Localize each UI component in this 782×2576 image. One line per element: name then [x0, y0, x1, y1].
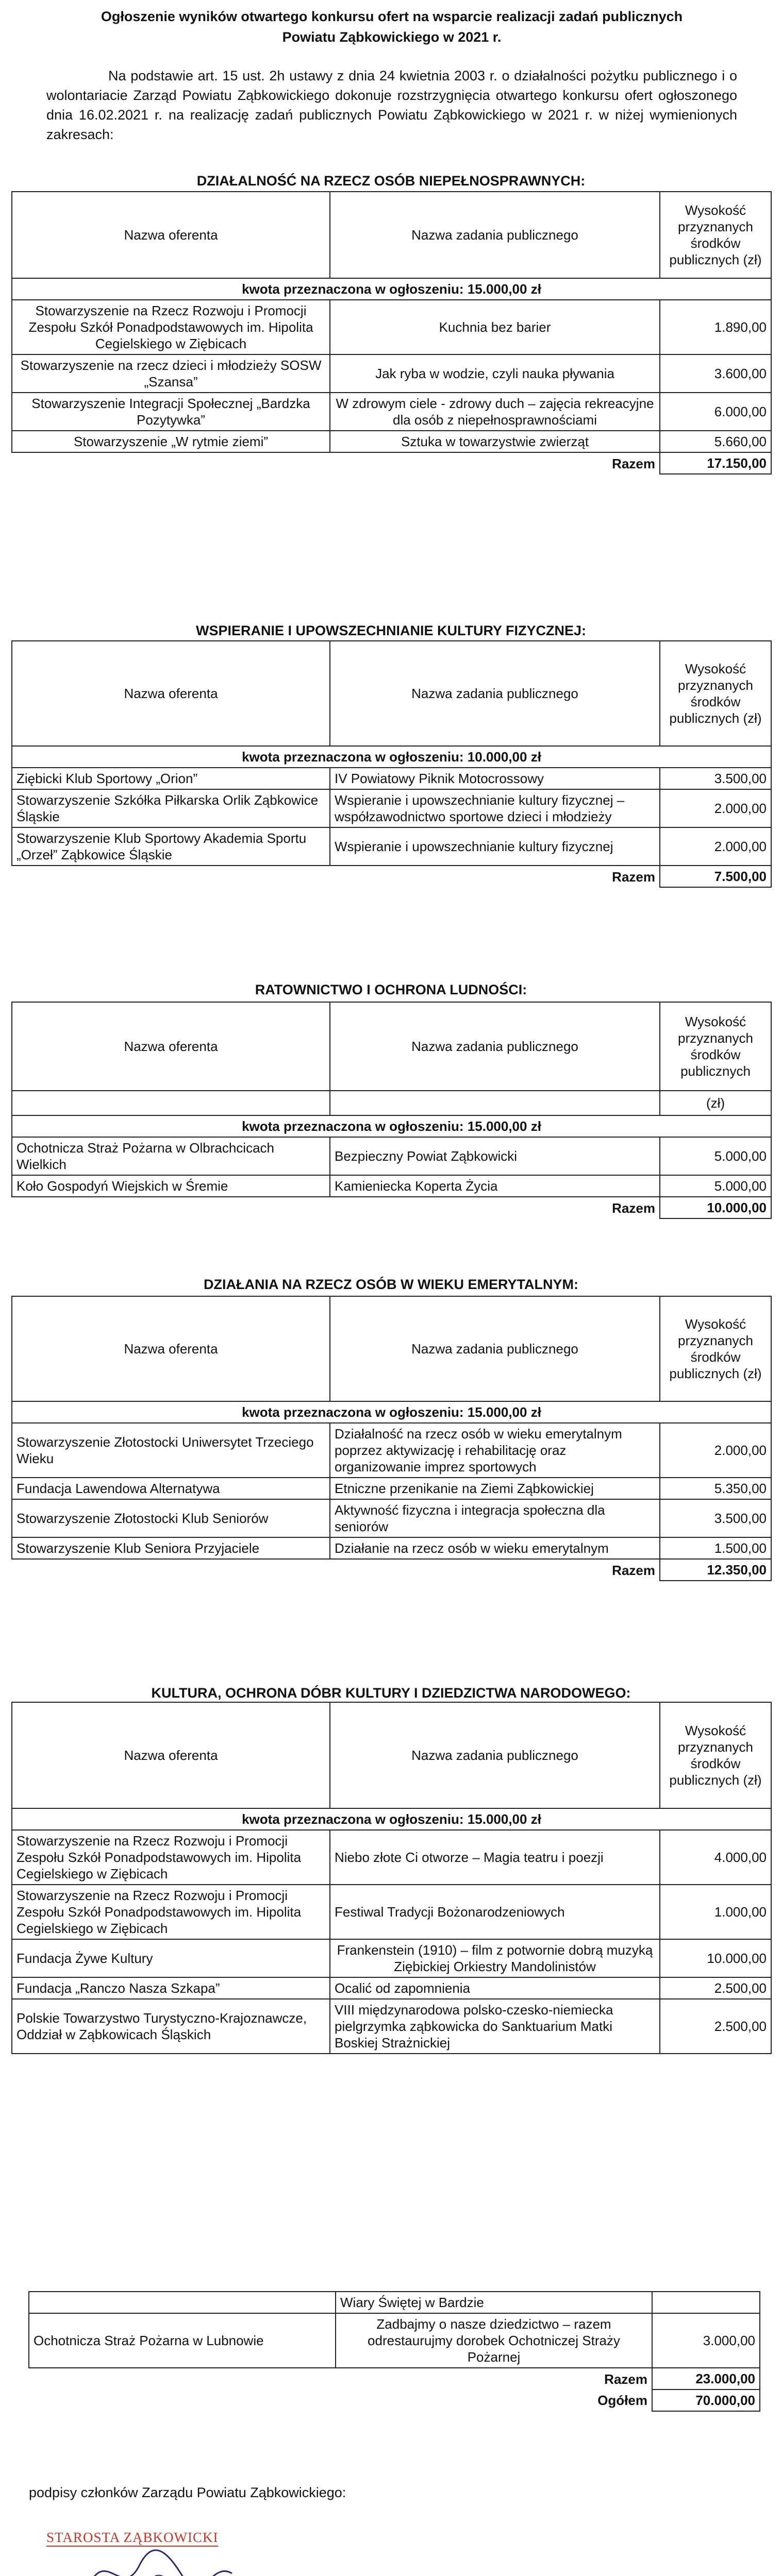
sum-label: Razem	[612, 455, 655, 471]
table-row	[12, 1939, 771, 1977]
header-amount: Wysokość przyznanych środków publicznych (zł)	[660, 1296, 771, 1401]
header-org: Nazwa oferenta	[12, 192, 330, 278]
table-row	[12, 768, 771, 789]
task-cell: W zdrowym ciele - zdrowy duch – zajęcia rekreacyjne dla osób z niepełnosprawnościami	[330, 393, 660, 431]
task-cell: Wiary Świętej w Bardzie	[336, 2292, 652, 2313]
header-task: Nazwa zadania publicznego	[330, 1002, 660, 1091]
task-cell: Frankenstein (1910) – film z potwornie dobrą muzyką Ziębickiej Orkiestry Mandolinistów	[330, 1939, 660, 1977]
table-row	[12, 1499, 771, 1537]
empty-cell	[652, 2292, 760, 2313]
org-cell: Ziębicki Klub Sportowy „Orion”	[12, 768, 330, 789]
document-title	[46, 6, 737, 47]
task-cell: Bezpieczny Powiat Ząbkowicki	[330, 1137, 660, 1175]
org-cell: Stowarzyszenie Integracji Społecznej „Bardzka Pozytywka”	[12, 393, 330, 431]
task-cell: Działalność na rzecz osób w wieku emerytalnym poprzez aktywizację i rehabilitację oraz organizowanie imprez sportowych	[330, 1423, 660, 1478]
org-cell: Stowarzyszenie „W rytmie ziemi”	[12, 431, 330, 452]
amount-cell: 1.500,00	[660, 1537, 771, 1559]
org-cell: Fundacja Żywe Kultury	[12, 1939, 330, 1977]
table-row	[12, 1830, 771, 1885]
table-header-row	[12, 1296, 771, 1401]
amount-cell: 5.350,00	[660, 1478, 771, 1499]
title-line-2: Powiatu Ząbkowickiego w 2021 r.	[282, 29, 502, 45]
table-row	[12, 1175, 771, 1197]
amount-cell: 4.000,00	[660, 1830, 771, 1885]
table-row	[12, 827, 771, 866]
sum-label: Razem	[604, 2371, 647, 2387]
amount-cell: 3.000,00	[652, 2313, 760, 2368]
org-cell: Stowarzyszenie na rzecz dzieci i młodzieży SOSW „Szansa”	[12, 354, 330, 393]
task-cell: Niebo złote Ci otworze – Magia teatru i poezji	[330, 1830, 660, 1885]
header-org: Nazwa oferenta	[12, 1702, 330, 1808]
table-header-row	[12, 641, 771, 746]
header-task: Nazwa zadania publicznego	[330, 192, 660, 278]
table-row	[12, 1423, 771, 1478]
signatures-label: podpisy członków Zarządu Powiatu Ząbkowickiego:	[29, 2485, 346, 2500]
task-cell: Zadbajmy o nasze dziedzictwo – razem odrestaurujmy dorobek Ochotniczej Straży Pożarnej	[336, 2313, 652, 2368]
header-task: Nazwa zadania publicznego	[330, 641, 660, 746]
section-heading-disability: DZIAŁALNOŚĆ NA RZECZ OSÓB NIEPEŁNOSPRAWNYCH:	[196, 173, 586, 189]
header-org: Nazwa oferenta	[12, 1296, 330, 1401]
header-amount: Wysokość przyznanych środków publicznych (zł)	[660, 1702, 771, 1808]
sum-row	[12, 1197, 771, 1218]
org-cell: Stowarzyszenie Złotostocki Uniwersytet Trzeciego Wieku	[12, 1423, 330, 1478]
table-culture-continued	[28, 2291, 760, 2412]
empty-cell	[12, 1091, 330, 1115]
amount-cell: 6.000,00	[660, 393, 771, 431]
sum-label: Razem	[612, 1562, 655, 1578]
stamp-starosta: STAROSTA ZĄBKOWICKI	[46, 2530, 218, 2547]
task-cell: Działanie na rzecz osób w wieku emerytalnym	[330, 1537, 660, 1559]
unit-cell: (zł)	[660, 1091, 771, 1115]
header-org: Nazwa oferenta	[12, 641, 330, 746]
task-cell: IV Powiatowy Piknik Motocrossowy	[330, 768, 660, 789]
org-cell: Stowarzyszenie Szkółka Piłkarska Orlik Ząbkowice Śląskie	[12, 789, 330, 827]
amount-cell: 5.000,00	[660, 1137, 771, 1175]
task-cell: Kuchnia bez barier	[330, 300, 660, 354]
total-row	[29, 2389, 760, 2411]
sum-value: 12.350,00	[660, 1559, 771, 1581]
header-org: Nazwa oferenta	[12, 1002, 330, 1091]
section-heading-rescue: RATOWNICTWO I OCHRONA LUDNOŚCI:	[255, 982, 527, 997]
header-task: Nazwa zadania publicznego	[330, 1296, 660, 1401]
amount-cell: 2.000,00	[660, 827, 771, 866]
table-header-row	[12, 192, 771, 278]
table-row	[12, 1999, 771, 2054]
table-row	[12, 393, 771, 431]
sum-row	[12, 1559, 771, 1581]
amount-cell: 3.600,00	[660, 354, 771, 393]
org-cell: Ochotnicza Straż Pożarna w Lubnowie	[29, 2313, 336, 2368]
table-row	[12, 1977, 771, 1999]
sum-label: Razem	[612, 869, 655, 885]
table-row	[12, 1537, 771, 1559]
sum-value: 10.000,00	[660, 1197, 771, 1218]
total-value: 70.000,00	[652, 2389, 760, 2411]
org-cell: Stowarzyszenie Klub Sportowy Akademia Sportu „Orzeł” Ząbkowice Śląskie	[12, 827, 330, 866]
org-cell: Stowarzyszenie Klub Seniora Przyjaciele	[12, 1537, 330, 1559]
section-heading-seniors: DZIAŁANIA NA RZECZ OSÓB W WIEKU EMERYTALNYM:	[204, 1277, 578, 1292]
task-cell: Aktywność fizyczna i integracja społeczna dla seniorów	[330, 1499, 660, 1537]
task-cell: Jak ryba w wodzie, czyli nauka pływania	[330, 354, 660, 393]
org-cell: Stowarzyszenie na Rzecz Rozwoju i Promocji Zespołu Szkół Ponadpodstawowych im. Hipolita Cegielskiego w Ziębicach	[12, 300, 330, 354]
section-heading-sport: WSPIERANIE I UPOWSZECHNIANIE KULTURY FIZYCZNEJ:	[195, 623, 587, 638]
org-cell: Koło Gospodyń Wiejskich w Śremie	[12, 1175, 330, 1197]
header-task: Nazwa zadania publicznego	[330, 1702, 660, 1808]
amount-cell: 2.500,00	[660, 1977, 771, 1999]
intro-text: Na podstawie art. 15 ust. 2h ustawy z dnia 24 kwietnia 2003 r. o działalności pożytku publicznego i o wolontariacie Zarząd Powiatu Ząbkowickiego dokonuje rozstrzygnięcia otwartego konkursu ofert ogłoszonego dnia 16.02.2021 r. na realizację zadań publicznych Powiatu Ząbkowickiego w 2021 r. w niżej wymienionych zakresach:	[46, 68, 737, 142]
kwota-text: kwota przeznaczona w ogłoszeniu: 10.000,00 zł	[12, 746, 771, 768]
total-label: Ogółem	[597, 2393, 647, 2408]
table-row-continued	[29, 2292, 760, 2313]
kwota-row	[12, 746, 771, 768]
kwota-row	[12, 1808, 771, 1830]
table-disability	[11, 191, 772, 474]
empty-cell	[330, 1091, 660, 1115]
table-header-row	[12, 1002, 771, 1091]
amount-cell: 3.500,00	[660, 768, 771, 789]
table-row	[29, 2313, 760, 2368]
sum-row	[12, 866, 771, 887]
org-cell: Ochotnicza Straż Pożarna w Olbrachcicach Wielkich	[12, 1137, 330, 1175]
table-culture	[11, 1702, 772, 2054]
amount-cell: 5.660,00	[660, 431, 771, 452]
table-row-unit	[12, 1091, 771, 1115]
table-sport	[11, 640, 772, 888]
kwota-text: kwota przeznaczona w ogłoszeniu: 15.000,00 zł	[12, 1115, 771, 1137]
kwota-text: kwota przeznaczona w ogłoszeniu: 15.000,00 zł	[12, 278, 771, 300]
amount-cell: 2.000,00	[660, 789, 771, 827]
org-cell: Stowarzyszenie na Rzecz Rozwoju i Promocji Zespołu Szkół Ponadpodstawowych im. Hipolita Cegielskiego w Ziębicach	[12, 1830, 330, 1885]
table-row	[12, 789, 771, 827]
signature-stamps	[15, 2524, 335, 2576]
org-cell: Fundacja Lawendowa Alternatywa	[12, 1478, 330, 1499]
kwota-row	[12, 1401, 771, 1423]
kwota-text: kwota przeznaczona w ogłoszeniu: 15.000,00 zł	[12, 1401, 771, 1423]
org-cell: Stowarzyszenie Złotostocki Klub Seniorów	[12, 1499, 330, 1537]
empty-cell	[29, 2292, 336, 2313]
table-row	[12, 354, 771, 393]
header-amount: Wysokość przyznanych środków publicznych (zł)	[660, 641, 771, 746]
amount-cell: 10.000,00	[660, 1939, 771, 1977]
table-rescue	[11, 1002, 772, 1219]
task-cell: Wspieranie i upowszechnianie kultury fizycznej	[330, 827, 660, 866]
intro-paragraph	[46, 66, 737, 144]
table-row	[12, 431, 771, 452]
section-heading-culture: KULTURA, OCHRONA DÓBR KULTURY I DZIEDZICTWA NARODOWEGO:	[151, 1685, 631, 1701]
task-cell: Kamieniecka Koperta Życia	[330, 1175, 660, 1197]
task-cell: Sztuka w towarzystwie zwierząt	[330, 431, 660, 452]
sum-row	[29, 2368, 760, 2389]
table-row	[12, 300, 771, 354]
sum-value: 7.500,00	[660, 866, 771, 887]
table-seniors	[11, 1296, 772, 1581]
org-cell: Stowarzyszenie na Rzecz Rozwoju i Promocji Zespołu Szkół Ponadpodstawowych im. Hipolita Cegielskiego w Ziębicach	[12, 1885, 330, 1939]
task-cell: Ocalić od zapomnienia	[330, 1977, 660, 1999]
task-cell: VIII międzynarodowa polsko-czesko-niemiecka pielgrzymka ząbkowicka do Sanktuarium Matki Boskiej Strażnickiej	[330, 1999, 660, 2054]
kwota-row	[12, 278, 771, 300]
table-header-row	[12, 1702, 771, 1808]
amount-cell: 1.890,00	[660, 300, 771, 354]
amount-cell: 2.500,00	[660, 1999, 771, 2054]
amount-cell: 2.000,00	[660, 1423, 771, 1478]
table-row	[12, 1137, 771, 1175]
amount-cell: 5.000,00	[660, 1175, 771, 1197]
task-cell: Etniczne przenikanie na Ziemi Ząbkowickiej	[330, 1478, 660, 1499]
header-amount: Wysokość przyznanych środków publicznych (zł)	[660, 192, 771, 278]
kwota-row	[12, 1115, 771, 1137]
sum-row	[12, 452, 771, 474]
sum-value: 23.000,00	[652, 2368, 760, 2389]
org-cell: Polskie Towarzystwo Turystyczno-Krajoznawcze, Oddział w Ząbkowicach Śląskich	[12, 1999, 330, 2054]
task-cell: Festiwal Tradycji Bożonarodzeniowych	[330, 1885, 660, 1939]
title-line-1: Ogłoszenie wyników otwartego konkursu ofert na wsparcie realizacji zadań publicznych	[101, 9, 683, 24]
table-row	[12, 1885, 771, 1939]
sum-value: 17.150,00	[660, 452, 771, 474]
task-cell: Wspieranie i upowszechnianie kultury fizycznej – współzawodnictwo sportowe dzieci i młodzieży	[330, 789, 660, 827]
kwota-text: kwota przeznaczona w ogłoszeniu: 15.000,00 zł	[12, 1808, 771, 1830]
amount-cell: 1.000,00	[660, 1885, 771, 1939]
signature-1	[93, 2550, 232, 2576]
header-amount: Wysokość przyznanych środków publicznych	[660, 1002, 771, 1091]
org-cell: Fundacja „Ranczo Nasza Szkapa”	[12, 1977, 330, 1999]
table-row	[12, 1478, 771, 1499]
amount-cell: 3.500,00	[660, 1499, 771, 1537]
sum-label: Razem	[612, 1200, 655, 1216]
